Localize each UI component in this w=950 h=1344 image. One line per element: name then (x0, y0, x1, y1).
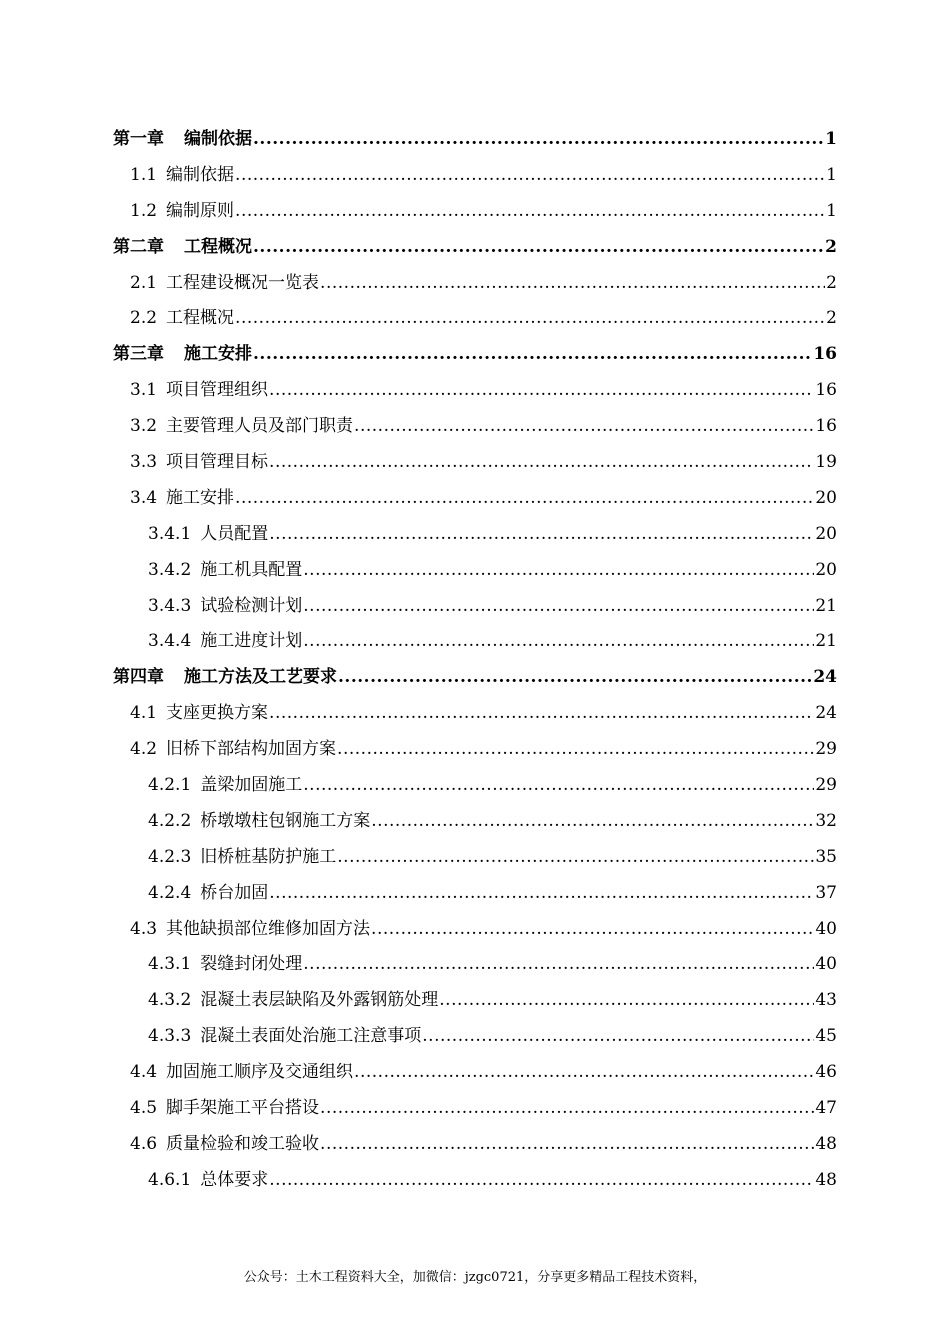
toc-entry-number: 4.4 (130, 1062, 158, 1083)
toc-dot-leader (269, 1163, 814, 1199)
toc-entry[interactable] (113, 768, 837, 804)
toc-dot-leader (253, 230, 824, 266)
toc-entry-title: 人员配置 (200, 523, 269, 544)
toc-entry[interactable] (113, 1019, 837, 1055)
toc-entry-number: 3.4.4 (148, 631, 192, 652)
toc-entry-title: 施工方法及工艺要求 (184, 667, 337, 688)
toc-dot-leader (235, 194, 825, 230)
toc-entry-title: 其他缺损部位维修加固方法 (166, 918, 371, 939)
toc-dot-leader (235, 481, 814, 517)
toc-entry[interactable] (113, 409, 837, 445)
toc-dot-leader (235, 158, 825, 194)
toc-dot-leader (337, 732, 814, 768)
toc-entry-title: 脚手架施工平台搭设 (166, 1098, 320, 1119)
toc-entry-page-number: 47 (815, 1098, 837, 1119)
toc-entry-page-number: 16 (813, 344, 837, 365)
toc-entry-title: 旧桥桩基防护施工 (200, 846, 337, 867)
toc-dot-leader (371, 912, 814, 948)
toc-entry-title: 项目管理组织 (166, 380, 269, 401)
toc-entry[interactable] (113, 373, 837, 409)
toc-entry-page-number: 45 (815, 1026, 837, 1047)
toc-entry-number: 1.2 (130, 200, 158, 221)
toc-dot-leader (253, 122, 824, 158)
toc-dot-leader (269, 696, 814, 732)
toc-entry[interactable] (113, 301, 837, 337)
toc-entry-title: 总体要求 (200, 1169, 269, 1190)
toc-dot-leader (235, 301, 825, 337)
toc-entry-number: 4.2.2 (148, 810, 192, 831)
toc-entry-number: 3.4.2 (148, 559, 192, 580)
toc-dot-leader (337, 840, 814, 876)
toc-entry-page-number: 20 (815, 487, 837, 508)
toc-entry[interactable] (113, 122, 837, 158)
toc-entry-page-number: 2 (826, 308, 837, 329)
page-footer: 公众号：土木工程资料大全，加微信：jzgc0721，分享更多精品工程技术资料， (243, 1270, 707, 1285)
toc-entry-title: 裂缝封闭处理 (200, 954, 303, 975)
toc-entry-page-number: 46 (815, 1062, 837, 1083)
toc-entry-title: 混凝土表层缺陷及外露钢筋处理 (200, 990, 439, 1011)
toc-dot-leader (253, 337, 812, 373)
toc-entry-page-number: 20 (815, 559, 837, 580)
toc-entry-page-number: 20 (815, 523, 837, 544)
toc-entry-number: 4.2 (130, 739, 158, 760)
toc-entry[interactable] (113, 481, 837, 517)
toc-entry-number: 4.2.4 (148, 882, 192, 903)
toc-entry-title: 加固施工顺序及交通组织 (166, 1062, 354, 1083)
toc-dot-leader (354, 409, 814, 445)
toc-entry-page-number: 21 (815, 595, 837, 616)
toc-entry-number: 2.1 (130, 272, 158, 293)
toc-entry[interactable] (113, 1091, 837, 1127)
toc-entry-title: 施工机具配置 (200, 559, 303, 580)
toc-entry-number: 4.6 (130, 1133, 158, 1154)
toc-dot-leader (269, 876, 814, 912)
toc-dot-leader (439, 983, 814, 1019)
toc-entry[interactable] (113, 266, 837, 302)
toc-entry-number: 4.1 (130, 703, 158, 724)
toc-entry-title: 混凝土表面处治施工注意事项 (200, 1026, 422, 1047)
toc-entry-number: 3.3 (130, 452, 158, 473)
toc-entry-page-number: 19 (815, 452, 837, 473)
toc-entry-title: 桥台加固 (200, 882, 269, 903)
toc-entry-number: 4.5 (130, 1098, 158, 1119)
toc-entry-title: 工程建设概况一览表 (166, 272, 320, 293)
toc-entry[interactable] (113, 1055, 837, 1091)
toc-entry-page-number: 16 (815, 416, 837, 437)
toc-entry-title: 工程概况 (184, 236, 252, 257)
toc-entry[interactable] (113, 876, 837, 912)
toc-entry-number: 4.3.3 (148, 1026, 192, 1047)
toc-entry[interactable] (113, 158, 837, 194)
toc-entry-page-number: 24 (813, 667, 837, 688)
toc-entry-page-number: 29 (815, 775, 837, 796)
toc-entry-page-number: 43 (815, 990, 837, 1011)
toc-entry-number: 1.1 (130, 164, 158, 185)
toc-entry[interactable] (113, 1163, 837, 1199)
toc-dot-leader (303, 947, 814, 983)
toc-entry-number: 4.3.2 (148, 990, 192, 1011)
toc-entry-title: 质量检验和竣工验收 (166, 1133, 320, 1154)
toc-entry-number: 3.4.3 (148, 595, 192, 616)
toc-entry[interactable] (113, 660, 837, 696)
toc-entry[interactable] (113, 804, 837, 840)
toc-entry[interactable] (113, 983, 837, 1019)
toc-entry-page-number: 24 (815, 703, 837, 724)
toc-entry[interactable] (113, 624, 837, 660)
toc-entry-title: 盖梁加固施工 (200, 775, 303, 796)
toc-dot-leader (303, 768, 814, 804)
toc-entry-page-number: 37 (815, 882, 837, 903)
toc-dot-leader (320, 1091, 814, 1127)
toc-entry[interactable] (113, 589, 837, 625)
toc-entry-page-number: 32 (815, 810, 837, 831)
toc-entry-number: 4.2.1 (148, 775, 192, 796)
toc-dot-leader (269, 517, 814, 553)
toc-entry-page-number: 21 (815, 631, 837, 652)
toc-entry-number: 第一章 (113, 129, 164, 149)
toc-entry-title: 施工安排 (184, 344, 252, 365)
toc-entry-page-number: 1 (825, 129, 837, 149)
toc-entry-page-number: 48 (815, 1169, 837, 1190)
toc-entry[interactable] (113, 696, 837, 732)
toc-dot-leader (320, 266, 825, 302)
toc-entry-number: 3.2 (130, 416, 158, 437)
toc-dot-leader (371, 804, 814, 840)
toc-entry[interactable] (113, 445, 837, 481)
toc-dot-leader (269, 373, 814, 409)
toc-entry-number: 3.4 (130, 487, 158, 508)
toc-entry[interactable] (113, 732, 837, 768)
toc-entry-title: 施工安排 (166, 487, 235, 508)
toc-entry[interactable] (113, 947, 837, 983)
toc-entry-page-number: 40 (815, 954, 837, 975)
toc-entry-number: 4.3 (130, 918, 158, 939)
toc-entry[interactable] (113, 553, 837, 589)
toc-entry[interactable] (113, 912, 837, 948)
toc-entry-page-number: 40 (815, 918, 837, 939)
toc-entry-title: 项目管理目标 (166, 452, 269, 473)
toc-entry-title: 试验检测计划 (200, 595, 303, 616)
toc-entry-title: 旧桥下部结构加固方案 (166, 739, 337, 760)
toc-entry-page-number: 1 (826, 200, 837, 221)
toc-entry-title: 桥墩墩柱包钢施工方案 (200, 810, 371, 831)
table-of-contents (113, 122, 837, 1199)
toc-entry-number: 4.2.3 (148, 846, 192, 867)
toc-dot-leader (354, 1055, 814, 1091)
toc-entry-title: 支座更换方案 (166, 703, 269, 724)
toc-entry-number: 3.1 (130, 380, 158, 401)
toc-dot-leader (338, 660, 812, 696)
toc-entry-page-number: 1 (826, 164, 837, 185)
toc-dot-leader (303, 589, 814, 625)
toc-entry-title: 编制原则 (166, 200, 235, 221)
toc-entry-title: 编制依据 (166, 164, 235, 185)
toc-entry-title: 编制依据 (184, 129, 252, 149)
toc-entry[interactable] (113, 194, 837, 230)
toc-entry-page-number: 35 (815, 846, 837, 867)
toc-entry-page-number: 48 (815, 1133, 837, 1154)
toc-entry-page-number: 29 (815, 739, 837, 760)
toc-entry-page-number: 16 (815, 380, 837, 401)
toc-entry-number: 第三章 (113, 344, 164, 365)
toc-dot-leader (303, 624, 814, 660)
toc-dot-leader (303, 553, 814, 589)
toc-entry[interactable] (113, 230, 837, 266)
toc-entry[interactable] (113, 337, 837, 373)
toc-entry-title: 施工进度计划 (200, 631, 303, 652)
toc-entry-title: 工程概况 (166, 308, 235, 329)
toc-entry-title: 主要管理人员及部门职责 (166, 416, 354, 437)
toc-entry-number: 2.2 (130, 308, 158, 329)
toc-entry-number: 4.6.1 (148, 1169, 192, 1190)
toc-entry-page-number: 2 (825, 236, 837, 257)
toc-entry[interactable] (113, 1127, 837, 1163)
toc-dot-leader (422, 1019, 814, 1055)
toc-entry-page-number: 2 (826, 272, 837, 293)
toc-dot-leader (320, 1127, 814, 1163)
toc-entry-number: 4.3.1 (148, 954, 192, 975)
toc-entry[interactable] (113, 840, 837, 876)
toc-entry[interactable] (113, 517, 837, 553)
toc-entry-number: 3.4.1 (148, 523, 192, 544)
toc-entry-number: 第四章 (113, 667, 164, 688)
toc-entry-number: 第二章 (113, 236, 164, 257)
toc-dot-leader (269, 445, 814, 481)
